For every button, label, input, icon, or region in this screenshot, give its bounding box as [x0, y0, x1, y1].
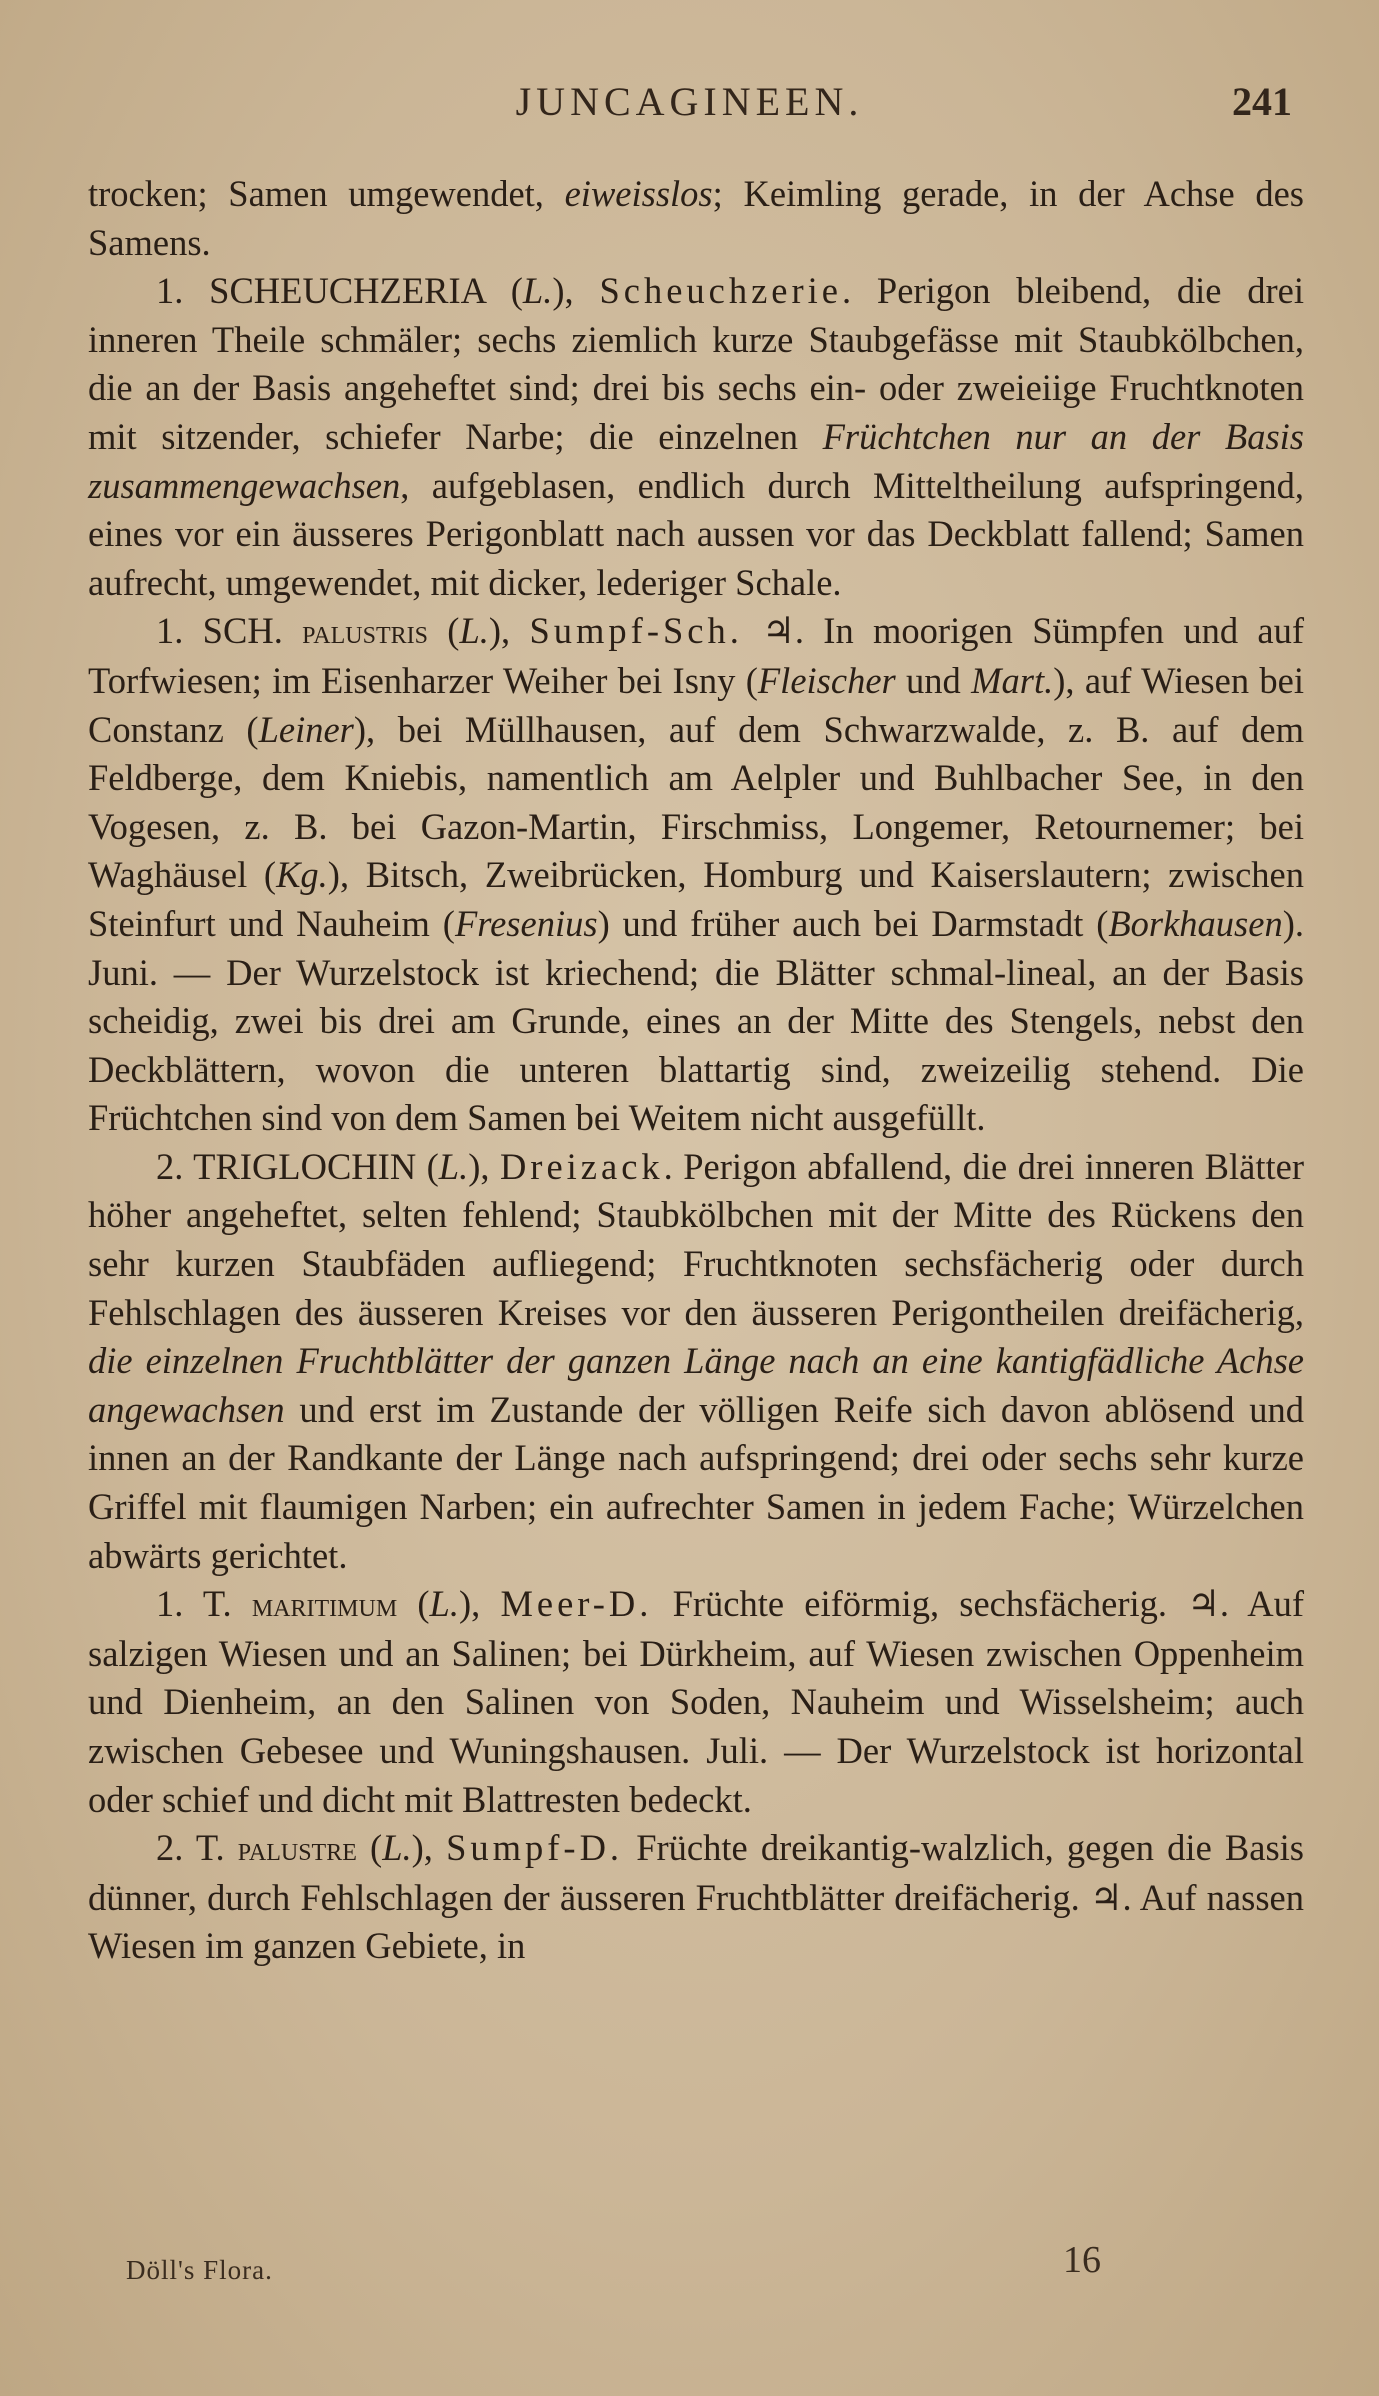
- genus-scheuchzeria: [88, 267, 1304, 607]
- genus-heading: 1. SCHEUCHZERIA (: [156, 270, 523, 312]
- species-epithet: palustre: [237, 1830, 357, 1869]
- common-name: Dreizack: [499, 1145, 664, 1187]
- genus-triglochin: [88, 1143, 1304, 1580]
- text-run: ♃. In moorigen Sümpfen und auf Torfwiesen; im Eisenharzer Weiher bei Isny (: [88, 610, 1304, 701]
- text-run: ),: [458, 1583, 501, 1625]
- text-run: Früchte eiförmig, sechsfächerig. ♃. Auf salzigen Wiesen und an Salinen; bei Dürkheim, auf Wiesen zwischen Oppenheim und Dienheim, an den Salinen von Soden, Nauheim und Wisselsheim; auch zwischen Gebesee und Wuningshausen. Juli. — Der Wurzelstock ist horizontal oder schief und dicht mit Blattresten bedeckt.: [88, 1583, 1305, 1820]
- text-run: , aufgeblasen, endlich durch Mitteltheilung aufspringend, eines vor ein äusseres Perigonblatt nach aussen vor das Deckblatt fallend; Samen aufrecht, umgewendet, mit dicker, lederiger Schale.: [88, 464, 1304, 603]
- body-text: [88, 170, 1304, 1971]
- common-name: Meer-D.: [500, 1583, 653, 1625]
- species-t-palustre: [88, 1824, 1304, 1971]
- text-run: ). Juni. — Der Wurzelstock ist kriechend; die Blätter schmal-lineal, an der Basis scheidig, zwei bis drei am Grunde, eines an der Mitte des Stengels, nebst den Deckblättern, wovon die unteren blattartig sind, zweizeilig stehend. Die Früchtchen sind von dem Samen bei Weitem nicht ausgefüllt.: [88, 902, 1304, 1139]
- species-number: 2. T.: [156, 1827, 238, 1869]
- text-run: (: [356, 1827, 383, 1869]
- running-head: JUNCAGINEEN.: [515, 79, 864, 124]
- collector-name: Mart.: [971, 659, 1054, 701]
- text-run: (: [397, 1583, 430, 1625]
- text-run: ),: [488, 610, 530, 652]
- common-name: Scheuchzerie: [599, 270, 842, 312]
- species-epithet: palustris: [302, 613, 428, 652]
- collector-name: Borkhausen: [1108, 902, 1283, 944]
- author-abbrev: L.: [438, 1145, 469, 1187]
- italic-phrase: Früchtchen nur an der Basis zusammengewachsen: [88, 415, 1304, 506]
- text-run: ),: [411, 1827, 447, 1869]
- text-run: Früchte dreikantig-walzlich, gegen die Basis dünner, durch Fehlschlagen der äusseren Fruchtblätter dreifächerig. ♃. Auf nassen Wiesen im ganzen Gebiete, in: [88, 1827, 1305, 1967]
- text-run: und: [895, 659, 972, 701]
- author-abbrev: L.: [382, 1827, 412, 1869]
- text-run: ), bei Müllhausen, auf dem Schwarzwalde, z. B. auf dem Feldberge, dem Kniebis, namentlich am Aelpler und Buhlbacher See, in den Vogesen, z. B. bei Gazon-Martin, Firschmiss, Longemer, Retournemer; bei Waghäusel (: [88, 708, 1305, 896]
- collector-name: Kg.: [276, 854, 328, 896]
- collector-name: Fresenius: [454, 902, 598, 944]
- signature-mark: Döll's Flora.: [126, 2255, 273, 2285]
- collector-name: Leiner: [258, 708, 354, 750]
- text-run: ), Bitsch, Zweibrücken, Homburg und Kaiserslautern; zwischen Steinfurt und Nauheim (: [88, 854, 1304, 944]
- italic-term: eiweisslos: [564, 173, 713, 214]
- italic-phrase: die einzelnen Fruchtblätter der ganzen Länge nach an eine kantigfädliche Achse angewachsen: [88, 1340, 1304, 1430]
- species-epithet: maritimum: [251, 1586, 398, 1625]
- text-run: trocken; Samen umgewendet,: [88, 173, 565, 214]
- text-run: ), auf Wiesen bei Constanz (: [88, 659, 1304, 750]
- author-abbrev: L.: [522, 270, 553, 312]
- paragraph-continuation: [88, 170, 1304, 267]
- text-run: (: [427, 610, 460, 652]
- species-number: 1. T.: [156, 1583, 252, 1625]
- author-abbrev: L.: [429, 1583, 459, 1625]
- page-number: 241: [1232, 79, 1292, 124]
- species-number: 1. SCH.: [156, 610, 303, 652]
- text-run: ) und früher auch bei Darmstadt (: [597, 902, 1109, 944]
- text-run: und erst im Zustande der völligen Reife sich davon ablösend und innen an der Randkante der Länge nach aufspringend; drei oder sechs sehr kurze Griffel mit flaumigen Narben; ein aufrechter Samen in jedem Fache; Würzelchen abwärts gerichtet.: [88, 1388, 1304, 1576]
- sheet-number: 16: [1063, 2239, 1101, 2281]
- genus-heading: 2. TRIGLOCHIN (: [156, 1145, 439, 1187]
- species-sch-palustris: [88, 607, 1304, 1143]
- text-run: . Perigon bleibend, die drei inneren Theile schmäler; sechs ziemlich kurze Staubgefässe mit Staubkölbchen, die an der Basis angeheftet sind; drei bis sechs ein- oder zweieiige Fruchtknoten mit sitzender, schiefer Narbe; die einzelnen: [88, 270, 1304, 457]
- common-name: Sumpf-D.: [446, 1827, 624, 1869]
- species-t-maritimum: [88, 1580, 1304, 1824]
- author-abbrev: L.: [459, 610, 489, 652]
- common-name: Sumpf-Sch.: [529, 610, 743, 652]
- text-run: ),: [468, 1145, 500, 1187]
- text-run: ),: [552, 270, 600, 312]
- text-run: . Perigon abfallend, die drei inneren Blätter höher angeheftet, selten fehlend; Staubkölbchen mit der Mitte des Rückens den sehr kurzen Staubfäden aufliegend; Fruchtknoten sechsfächerig oder durch Fehlschlagen des äusseren Kreises vor den äusseren Perigontheilen dreifächerig,: [88, 1145, 1304, 1333]
- collector-name: Fleischer: [757, 659, 896, 701]
- text-run: ; Keimling gerade, in der Achse des Samens.: [88, 173, 1305, 263]
